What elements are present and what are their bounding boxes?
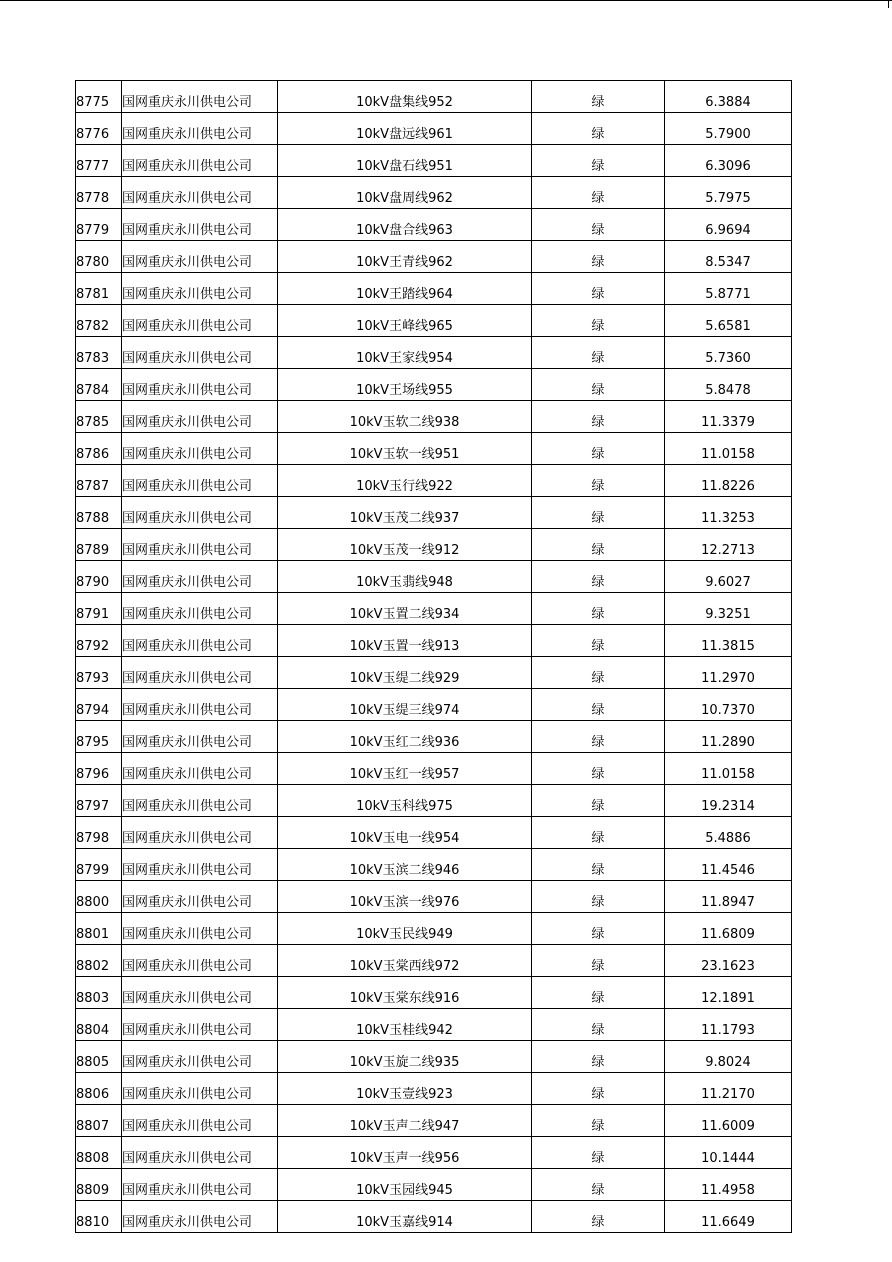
company-cell: 国网重庆永川供电公司 (122, 209, 278, 241)
value-cell: 11.4546 (665, 849, 792, 881)
row-number: 8800 (76, 881, 122, 913)
status-cell: 绿 (532, 913, 665, 945)
company-cell: 国网重庆永川供电公司 (122, 369, 278, 401)
company-cell: 国网重庆永川供电公司 (122, 657, 278, 689)
line-name-cell: 10kV玉翡线948 (278, 561, 532, 593)
company-cell: 国网重庆永川供电公司 (122, 1041, 278, 1073)
line-name-cell: 10kV玉民线949 (278, 913, 532, 945)
status-cell: 绿 (532, 1201, 665, 1233)
company-cell: 国网重庆永川供电公司 (122, 1137, 278, 1169)
company-cell: 国网重庆永川供电公司 (122, 1009, 278, 1041)
table-row (76, 1105, 792, 1137)
company-cell: 国网重庆永川供电公司 (122, 1105, 278, 1137)
line-name-cell: 10kV玉滨二线946 (278, 849, 532, 881)
table-row (76, 369, 792, 401)
value-cell: 6.3096 (665, 145, 792, 177)
table-row (76, 529, 792, 561)
company-cell: 国网重庆永川供电公司 (122, 721, 278, 753)
table-row (76, 945, 792, 977)
status-cell: 绿 (532, 721, 665, 753)
row-number: 8805 (76, 1041, 122, 1073)
status-cell: 绿 (532, 305, 665, 337)
company-cell: 国网重庆永川供电公司 (122, 785, 278, 817)
row-number: 8786 (76, 433, 122, 465)
status-cell: 绿 (532, 1073, 665, 1105)
status-cell: 绿 (532, 1105, 665, 1137)
line-name-cell: 10kV盘集线952 (278, 81, 532, 113)
table-row (76, 209, 792, 241)
line-name-cell: 10kV王家线954 (278, 337, 532, 369)
value-cell: 11.3815 (665, 625, 792, 657)
value-cell: 6.3884 (665, 81, 792, 113)
table-row (76, 1041, 792, 1073)
row-number: 8807 (76, 1105, 122, 1137)
company-cell: 国网重庆永川供电公司 (122, 561, 278, 593)
row-number: 8780 (76, 241, 122, 273)
page-top-border (0, 0, 892, 1)
line-name-cell: 10kV玉行线922 (278, 465, 532, 497)
value-cell: 11.3253 (665, 497, 792, 529)
value-cell: 11.6649 (665, 1201, 792, 1233)
value-cell: 11.2170 (665, 1073, 792, 1105)
company-cell: 国网重庆永川供电公司 (122, 881, 278, 913)
table-row (76, 753, 792, 785)
table-row (76, 337, 792, 369)
row-number: 8809 (76, 1169, 122, 1201)
row-number: 8782 (76, 305, 122, 337)
status-cell: 绿 (532, 273, 665, 305)
row-number: 8802 (76, 945, 122, 977)
value-cell: 10.1444 (665, 1137, 792, 1169)
value-cell: 11.1793 (665, 1009, 792, 1041)
row-number: 8803 (76, 977, 122, 1009)
value-cell: 5.7360 (665, 337, 792, 369)
value-cell: 19.2314 (665, 785, 792, 817)
line-name-cell: 10kV玉壹线923 (278, 1073, 532, 1105)
table-body (76, 81, 792, 1233)
value-cell: 11.6809 (665, 913, 792, 945)
row-number: 8777 (76, 145, 122, 177)
table-row (76, 625, 792, 657)
table-row (76, 977, 792, 1009)
status-cell: 绿 (532, 657, 665, 689)
status-cell: 绿 (532, 1041, 665, 1073)
table-row (76, 1169, 792, 1201)
value-cell: 5.8478 (665, 369, 792, 401)
table-row (76, 145, 792, 177)
line-name-cell: 10kV王青线962 (278, 241, 532, 273)
table-row (76, 177, 792, 209)
company-cell: 国网重庆永川供电公司 (122, 145, 278, 177)
row-number: 8804 (76, 1009, 122, 1041)
company-cell: 国网重庆永川供电公司 (122, 849, 278, 881)
row-number: 8775 (76, 81, 122, 113)
row-number: 8785 (76, 401, 122, 433)
status-cell: 绿 (532, 465, 665, 497)
status-cell: 绿 (532, 209, 665, 241)
row-number: 8796 (76, 753, 122, 785)
line-name-cell: 10kV玉桂线942 (278, 1009, 532, 1041)
company-cell: 国网重庆永川供电公司 (122, 689, 278, 721)
table-row (76, 241, 792, 273)
line-name-cell: 10kV盘远线961 (278, 113, 532, 145)
company-cell: 国网重庆永川供电公司 (122, 465, 278, 497)
table-row (76, 465, 792, 497)
row-number: 8795 (76, 721, 122, 753)
status-cell: 绿 (532, 593, 665, 625)
company-cell: 国网重庆永川供电公司 (122, 273, 278, 305)
status-cell: 绿 (532, 433, 665, 465)
company-cell: 国网重庆永川供电公司 (122, 433, 278, 465)
status-cell: 绿 (532, 753, 665, 785)
table-row (76, 305, 792, 337)
table-row (76, 1009, 792, 1041)
status-cell: 绿 (532, 401, 665, 433)
company-cell: 国网重庆永川供电公司 (122, 81, 278, 113)
line-name-cell: 10kV玉缇三线974 (278, 689, 532, 721)
line-name-cell: 10kV玉电一线954 (278, 817, 532, 849)
table-row (76, 817, 792, 849)
value-cell: 5.7900 (665, 113, 792, 145)
value-cell: 11.8947 (665, 881, 792, 913)
value-cell: 9.3251 (665, 593, 792, 625)
company-cell: 国网重庆永川供电公司 (122, 113, 278, 145)
value-cell: 23.1623 (665, 945, 792, 977)
line-name-cell: 10kV玉棠东线916 (278, 977, 532, 1009)
value-cell: 5.4886 (665, 817, 792, 849)
company-cell: 国网重庆永川供电公司 (122, 177, 278, 209)
row-number: 8787 (76, 465, 122, 497)
row-number: 8810 (76, 1201, 122, 1233)
line-name-cell: 10kV玉茂一线912 (278, 529, 532, 561)
line-name-cell: 10kV玉茂二线937 (278, 497, 532, 529)
value-cell: 9.6027 (665, 561, 792, 593)
company-cell: 国网重庆永川供电公司 (122, 625, 278, 657)
company-cell: 国网重庆永川供电公司 (122, 497, 278, 529)
line-name-cell: 10kV玉红二线936 (278, 721, 532, 753)
table-row (76, 913, 792, 945)
status-cell: 绿 (532, 945, 665, 977)
company-cell: 国网重庆永川供电公司 (122, 337, 278, 369)
value-cell: 10.7370 (665, 689, 792, 721)
table-row (76, 657, 792, 689)
company-cell: 国网重庆永川供电公司 (122, 593, 278, 625)
value-cell: 11.2890 (665, 721, 792, 753)
company-cell: 国网重庆永川供电公司 (122, 913, 278, 945)
table-row (76, 401, 792, 433)
line-name-cell: 10kV王峰线965 (278, 305, 532, 337)
status-cell: 绿 (532, 849, 665, 881)
row-number: 8779 (76, 209, 122, 241)
table-row (76, 593, 792, 625)
value-cell: 11.2970 (665, 657, 792, 689)
company-cell: 国网重庆永川供电公司 (122, 945, 278, 977)
status-cell: 绿 (532, 369, 665, 401)
status-cell: 绿 (532, 113, 665, 145)
value-cell: 5.7975 (665, 177, 792, 209)
line-name-cell: 10kV盘合线963 (278, 209, 532, 241)
row-number: 8776 (76, 113, 122, 145)
line-name-cell: 10kV玉置一线913 (278, 625, 532, 657)
status-cell: 绿 (532, 785, 665, 817)
line-name-cell: 10kV玉置二线934 (278, 593, 532, 625)
line-name-cell: 10kV玉软二线938 (278, 401, 532, 433)
line-name-cell: 10kV盘周线962 (278, 177, 532, 209)
line-name-cell: 10kV玉缇二线929 (278, 657, 532, 689)
value-cell: 12.1891 (665, 977, 792, 1009)
row-number: 8781 (76, 273, 122, 305)
data-table (75, 80, 792, 1233)
status-cell: 绿 (532, 1137, 665, 1169)
status-cell: 绿 (532, 1169, 665, 1201)
line-name-cell: 10kV玉声一线956 (278, 1137, 532, 1169)
status-cell: 绿 (532, 689, 665, 721)
table-row (76, 785, 792, 817)
value-cell: 11.8226 (665, 465, 792, 497)
row-number: 8806 (76, 1073, 122, 1105)
row-number: 8789 (76, 529, 122, 561)
line-name-cell: 10kV玉科线975 (278, 785, 532, 817)
table-row (76, 689, 792, 721)
row-number: 8791 (76, 593, 122, 625)
status-cell: 绿 (532, 145, 665, 177)
row-number: 8797 (76, 785, 122, 817)
line-name-cell: 10kV玉红一线957 (278, 753, 532, 785)
row-number: 8798 (76, 817, 122, 849)
line-name-cell: 10kV盘石线951 (278, 145, 532, 177)
table-row (76, 1137, 792, 1169)
row-number: 8793 (76, 657, 122, 689)
row-number: 8794 (76, 689, 122, 721)
table-row (76, 1073, 792, 1105)
table-row (76, 497, 792, 529)
status-cell: 绿 (532, 177, 665, 209)
line-name-cell: 10kV玉园线945 (278, 1169, 532, 1201)
value-cell: 6.9694 (665, 209, 792, 241)
table-row (76, 881, 792, 913)
value-cell: 11.4958 (665, 1169, 792, 1201)
company-cell: 国网重庆永川供电公司 (122, 817, 278, 849)
company-cell: 国网重庆永川供电公司 (122, 1073, 278, 1105)
line-name-cell: 10kV王场线955 (278, 369, 532, 401)
status-cell: 绿 (532, 337, 665, 369)
status-cell: 绿 (532, 241, 665, 273)
table-row (76, 849, 792, 881)
table-row (76, 1201, 792, 1233)
company-cell: 国网重庆永川供电公司 (122, 241, 278, 273)
line-name-cell: 10kV王踏线964 (278, 273, 532, 305)
value-cell: 5.6581 (665, 305, 792, 337)
line-name-cell: 10kV玉旋二线935 (278, 1041, 532, 1073)
status-cell: 绿 (532, 817, 665, 849)
row-number: 8788 (76, 497, 122, 529)
company-cell: 国网重庆永川供电公司 (122, 1169, 278, 1201)
row-number: 8808 (76, 1137, 122, 1169)
line-name-cell: 10kV玉软一线951 (278, 433, 532, 465)
status-cell: 绿 (532, 497, 665, 529)
line-name-cell: 10kV玉滨一线976 (278, 881, 532, 913)
value-cell: 8.5347 (665, 241, 792, 273)
line-name-cell: 10kV玉棠西线972 (278, 945, 532, 977)
table-row (76, 433, 792, 465)
company-cell: 国网重庆永川供电公司 (122, 1201, 278, 1233)
value-cell: 11.0158 (665, 753, 792, 785)
line-name-cell: 10kV玉声二线947 (278, 1105, 532, 1137)
row-number: 8790 (76, 561, 122, 593)
row-number: 8801 (76, 913, 122, 945)
value-cell: 9.8024 (665, 1041, 792, 1073)
value-cell: 11.3379 (665, 401, 792, 433)
row-number: 8792 (76, 625, 122, 657)
status-cell: 绿 (532, 1009, 665, 1041)
status-cell: 绿 (532, 881, 665, 913)
status-cell: 绿 (532, 529, 665, 561)
value-cell: 11.0158 (665, 433, 792, 465)
table-row (76, 721, 792, 753)
company-cell: 国网重庆永川供电公司 (122, 753, 278, 785)
value-cell: 11.6009 (665, 1105, 792, 1137)
table-row (76, 81, 792, 113)
status-cell: 绿 (532, 561, 665, 593)
row-number: 8778 (76, 177, 122, 209)
table-row (76, 561, 792, 593)
company-cell: 国网重庆永川供电公司 (122, 529, 278, 561)
page-corner-mark (888, 0, 889, 8)
company-cell: 国网重庆永川供电公司 (122, 401, 278, 433)
status-cell: 绿 (532, 81, 665, 113)
row-number: 8784 (76, 369, 122, 401)
status-cell: 绿 (532, 977, 665, 1009)
row-number: 8783 (76, 337, 122, 369)
table-row (76, 113, 792, 145)
value-cell: 12.2713 (665, 529, 792, 561)
status-cell: 绿 (532, 625, 665, 657)
company-cell: 国网重庆永川供电公司 (122, 305, 278, 337)
table-row (76, 273, 792, 305)
value-cell: 5.8771 (665, 273, 792, 305)
company-cell: 国网重庆永川供电公司 (122, 977, 278, 1009)
row-number: 8799 (76, 849, 122, 881)
line-name-cell: 10kV玉嘉线914 (278, 1201, 532, 1233)
